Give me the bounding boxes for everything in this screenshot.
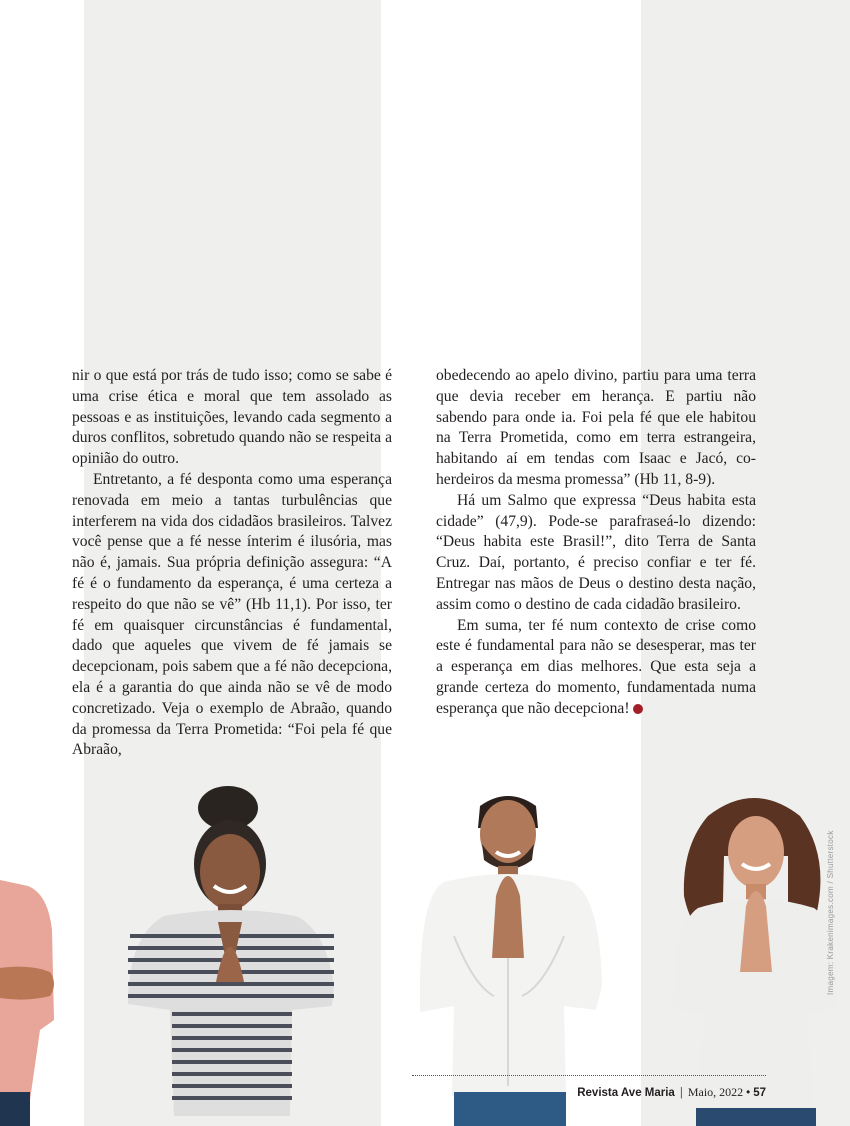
article-column-left	[72, 366, 392, 761]
person-pink-shirt-image	[0, 860, 60, 1126]
page-footer	[560, 1085, 766, 1100]
paragraph: Há um Salmo que expressa “Deus habita esta cidade” (47,9). Pode-se parafraseá-lo dizendo: “Deus habita este Brasil!”, dito Terra de Santa Cruz. Daí, portanto, é preciso confiar e ter fé. Entregar nas mãos de Deus o destino desta nação, assim como o destino de cada cidadão brasileiro.	[436, 491, 756, 613]
footer-divider	[412, 1075, 766, 1076]
issue-date: Maio, 2022	[687, 1085, 744, 1099]
paragraph-final-text: Em suma, ter fé num contexto de crise como este é fundamental para não se desesperar, mas ter a esperança em dias melhores. Que esta seja a grande certeza do momento, fundamentada numa esperança que não decepciona!	[436, 616, 756, 717]
article-column-right	[436, 366, 756, 720]
end-mark-icon	[633, 704, 643, 714]
footer-bullet: •	[746, 1087, 751, 1099]
person-striped-shirt-image	[120, 786, 345, 1126]
paragraph: Entretanto, a fé desponta como uma esperança renovada em meio a tantas turbulências que interferem na vida dos cidadãos brasileiros. Talvez você pense que a fé nesse ínterim é ilusória, mas não é, jamais. Sua própria definição assegura: “A fé é o fundamento da esperança, é uma certeza a respeito do que não se vê” (Hb 11,1). Por isso, ter fé em quaisquer circunstâncias é fundamental, dado que aqueles que vivem de fé jamais se decepcionam, pois sabem que a fé não decepciona, ela é a garantia do que ainda não se vê de modo concretizado. Veja o exemplo de Abraão, quando da promessa da Terra Prometida: “Foi pela fé que Abraão,	[72, 470, 392, 759]
paragraph-final	[436, 616, 756, 720]
page-number: 57	[753, 1087, 766, 1099]
footer-separator: |	[679, 1087, 683, 1099]
magazine-name: Revista Ave Maria	[577, 1087, 675, 1099]
paragraph: obedecendo ao apelo divino, partiu para uma terra que devia receber em herança. E partiu não sabendo para onde ia. Foi pela fé que ele habitou na Terra Prometida, como em terra estrangeira, habitando aí em tendas com Isaac e Jacó, co-herdeiros da mesma promessa” (Hb 11, 8-9).	[436, 367, 756, 488]
paragraph: nir o que está por trás de tudo isso; como se sabe é uma crise ética e moral que tem assolado as pessoas e as instituições, levando cada segmento a duros conflitos, sobretudo quando não se respeita a opinião do outro.	[72, 367, 392, 468]
photo-credit: Imagem: Krakenimages.com / Shutterstock	[826, 830, 835, 995]
